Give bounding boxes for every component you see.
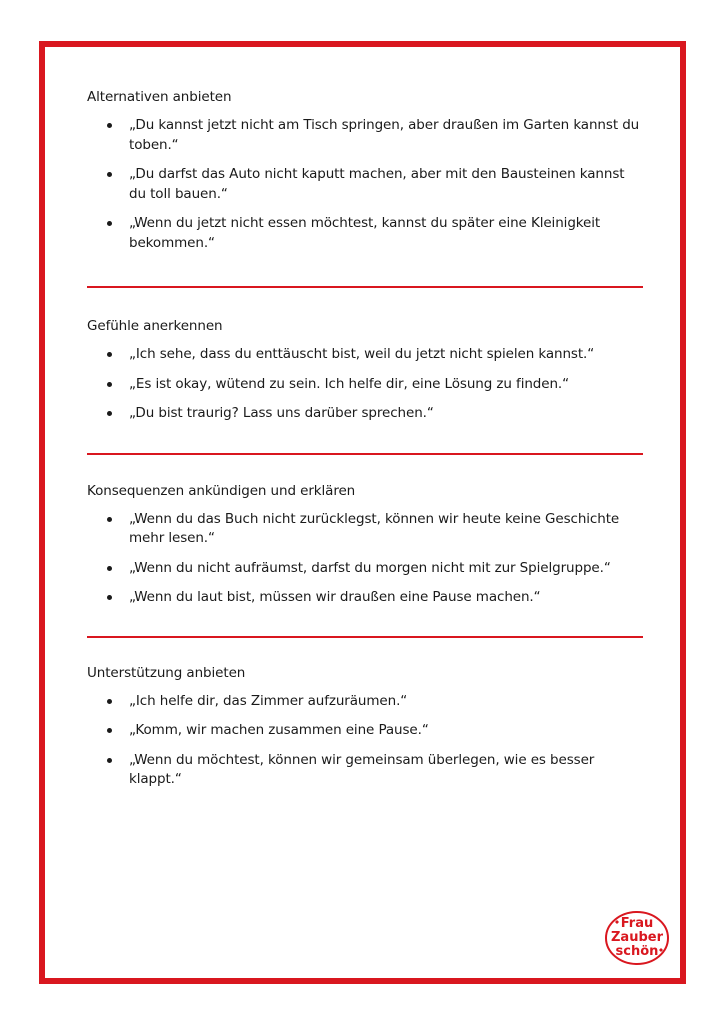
- list-item: „Wenn du nicht aufräumst, darfst du morgen nicht mit zur Spielgruppe.“: [87, 559, 643, 579]
- list-item: „Komm, wir machen zusammen eine Pause.“: [87, 721, 643, 741]
- list-item: „Ich helfe dir, das Zimmer aufzuräumen.“: [87, 692, 643, 712]
- section-alternativen: [87, 88, 643, 253]
- list-item: „Du kannst jetzt nicht am Tisch springen, aber draußen im Garten kannst du toben.“: [87, 116, 643, 155]
- logo-line-2: Zauber: [611, 930, 663, 945]
- section-heading: Konsequenzen ankündigen und erklären: [87, 482, 356, 499]
- list-item: „Wenn du möchtest, können wir gemeinsam überlegen, wie es besser klappt.“: [87, 751, 643, 790]
- section-divider: [87, 453, 643, 455]
- logo-line-3: schön: [615, 944, 659, 959]
- list-item: „Wenn du jetzt nicht essen möchtest, kannst du später eine Kleinigkeit bekommen.“: [87, 214, 643, 253]
- logo-line-1: Frau: [620, 916, 654, 931]
- list-item: „Wenn du das Buch nicht zurücklegst, können wir heute keine Geschichte mehr lesen.“: [87, 510, 643, 549]
- bullet-list: [87, 345, 643, 424]
- section-heading: Gefühle anerkennen: [87, 318, 223, 334]
- frau-zauberschoen-logo: [603, 910, 671, 966]
- section-heading: Alternativen anbieten: [87, 89, 232, 105]
- document-content: [87, 88, 643, 800]
- list-item: „Du bist traurig? Lass uns darüber sprechen.“: [87, 404, 643, 424]
- list-item: „Es ist okay, wütend zu sein. Ich helfe dir, eine Lösung zu finden.“: [87, 375, 643, 395]
- section-unterstuetzung: [87, 664, 643, 790]
- section-divider: [87, 286, 643, 288]
- list-item: „Du darfst das Auto nicht kaputt machen, aber mit den Bausteinen kannst du toll bauen.“: [87, 165, 643, 204]
- section-gefuehle: [87, 317, 643, 424]
- section-konsequenzen: [87, 482, 643, 608]
- section-divider: [87, 636, 643, 638]
- bullet-list: [87, 510, 643, 608]
- bullet-list: [87, 692, 643, 790]
- list-item: „Ich sehe, dass du enttäuscht bist, weil du jetzt nicht spielen kannst.“: [87, 345, 643, 365]
- bullet-list: [87, 116, 643, 253]
- list-item: „Wenn du laut bist, müssen wir draußen eine Pause machen.“: [87, 588, 643, 608]
- section-heading: Unterstützung anbieten: [87, 664, 246, 681]
